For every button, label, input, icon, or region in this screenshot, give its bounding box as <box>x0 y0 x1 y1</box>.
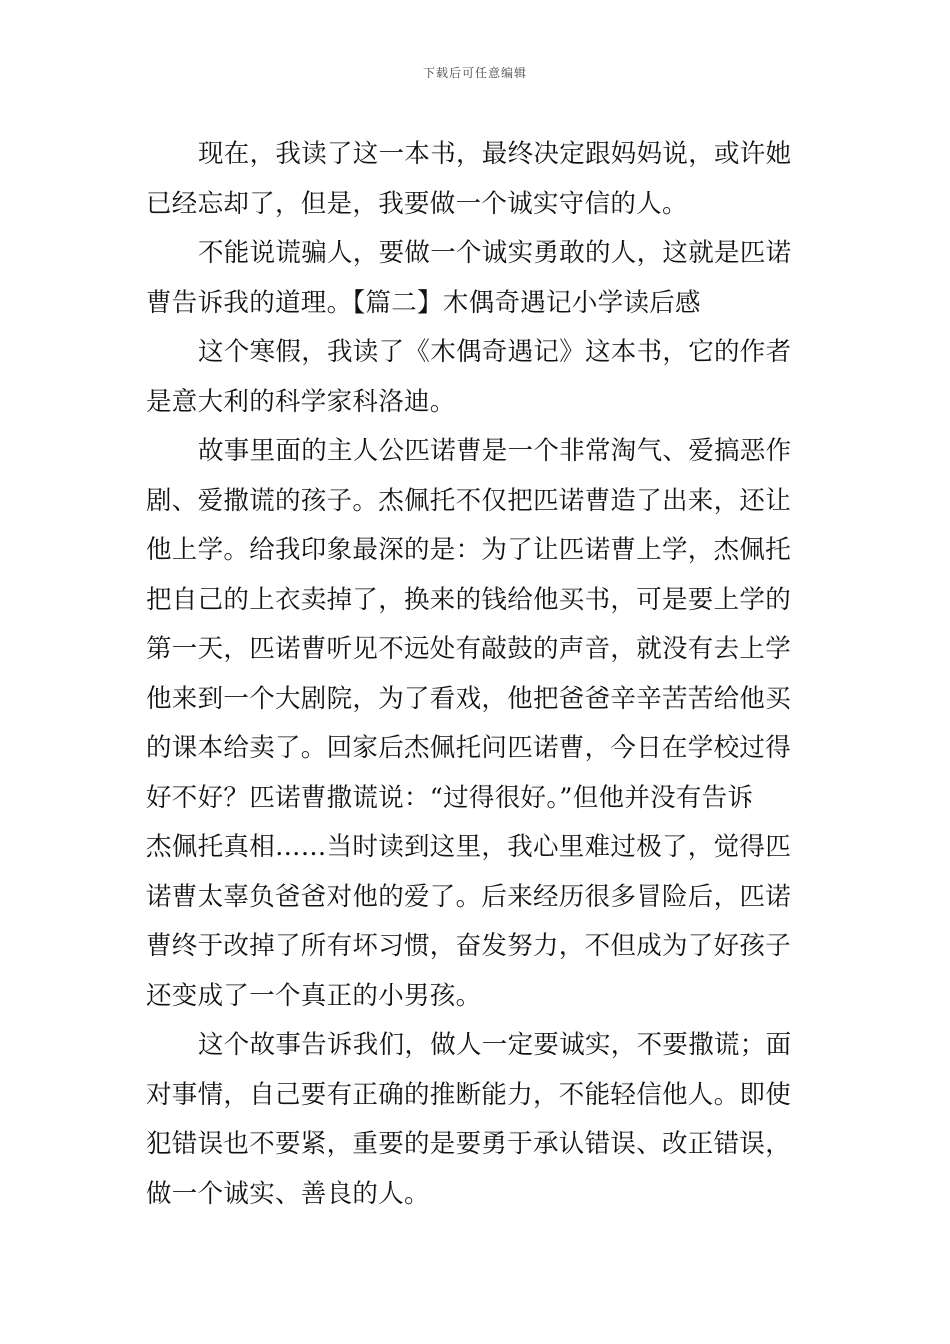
text-line: 曹终于改掉了所有坏习惯，奋发努力，不但成为了好孩子 <box>146 931 792 961</box>
text-line: 故事里面的主人公匹诺曹是一个非常淘气、爱搞恶作 <box>198 436 792 466</box>
text-line: 诺曹太辜负爸爸对他的爱了。后来经历很多冒险后，匹诺 <box>146 881 792 912</box>
text-line: 曹告诉我的道理。【篇二】木偶奇遇记小学读后感 <box>146 287 701 318</box>
document-body <box>146 130 808 1219</box>
text-line: 已经忘却了，但是，我要做一个诚实守信的人。 <box>146 188 688 219</box>
text-line: 是意大利的科学家科洛迪。 <box>146 386 456 417</box>
text-line: 不能说谎骗人，要做一个诚实勇敢的人，这就是匹诺 <box>198 238 792 268</box>
text-line: 这个寒假，我读了《木偶奇遇记》这本书，它的作者 <box>198 337 792 367</box>
text-line: 剧、爱撒谎的孩子。杰佩托不仅把匹诺曹造了出来，还让 <box>146 485 792 516</box>
page-header: 下载后可任意编辑 <box>422 66 527 80</box>
text-line: 把自己的上衣卖掉了，换来的钱给他买书，可是要上学的 <box>146 584 792 615</box>
text-line: 做一个诚实、善良的人。 <box>146 1178 430 1209</box>
text-line: 对事情，自己要有正确的推断能力，不能轻信他人。即使 <box>146 1079 792 1110</box>
text-line: 现在，我读了这一本书，最终决定跟妈妈说，或许她 <box>198 139 792 169</box>
text-line: 他上学。给我印象最深的是：为了让匹诺曹上学，杰佩托 <box>146 535 792 565</box>
text-line: 还变成了一个真正的小男孩。 <box>146 980 482 1011</box>
text-line: 的课本给卖了。回家后杰佩托问匹诺曹，今日在学校过得 <box>146 733 792 763</box>
text-line: 好不好？匹诺曹撒谎说：“过得很好。”但他并没有告诉 <box>146 782 754 813</box>
text-line: 他来到一个大剧院，为了看戏，他把爸爸辛辛苦苦给他买 <box>146 683 792 714</box>
text-line: 这个故事告诉我们，做人一定要诚实，不要撒谎；面 <box>198 1030 792 1060</box>
text-line: 第一天，匹诺曹听见不远处有敲鼓的声音，就没有去上学 <box>146 634 792 664</box>
text-line: 杰佩托真相……当时读到这里，我心里难过极了，觉得匹 <box>146 832 792 862</box>
text-line: 犯错误也不要紧，重要的是要勇于承认错误、改正错误， <box>146 1129 792 1159</box>
